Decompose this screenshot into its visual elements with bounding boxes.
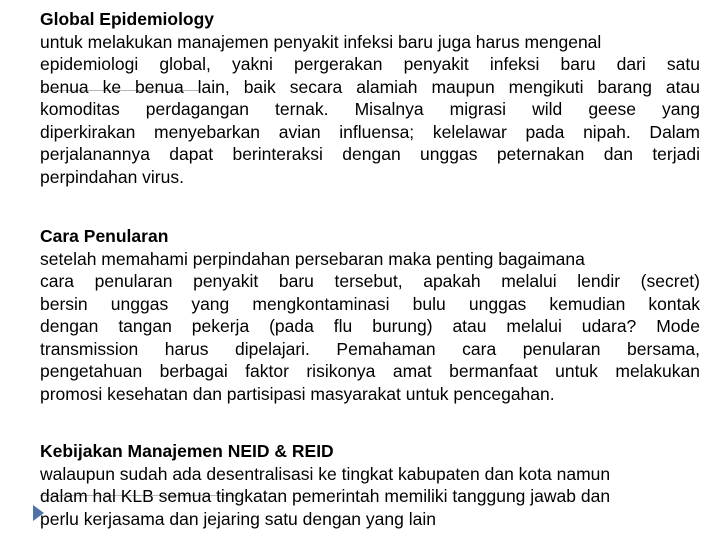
- paragraph-line: cara penularan penyakit baru tersebut, apakah melalui lendir (secret): [40, 271, 700, 291]
- section-heading: Cara Penularan: [40, 226, 169, 246]
- paragraph-line: untuk melakukan manajemen penyakit infeksi baru juga harus mengenal: [40, 31, 602, 52]
- paragraph-line: perlu kerjasama dan jejaring satu dengan yang lain: [40, 508, 436, 529]
- paragraph-line: dalam hal KLB semua tingkatan pemerintah memiliki tanggung jawab dan: [40, 486, 611, 506]
- triangle-right-arrow-icon: [33, 505, 44, 521]
- section-cara-penularan: [40, 225, 700, 405]
- paragraph-line: komoditas perdagangan ternak. Misalnya migrasi wild geese yang: [40, 99, 700, 119]
- paragraph-line: bersin unggas yang mengkontaminasi bulu unggas kemudian kontak: [40, 293, 700, 314]
- paragraph-line: walaupun sudah ada desentralisasi ke tingkat kabupaten dan kota namun: [40, 463, 611, 484]
- paragraph-line: perjalanannya dapat berinteraksi dengan unggas peternakan dan terjadi: [40, 144, 700, 164]
- paragraph-line: diperkirakan menyebarkan avian influensa; kelelawar pada nipah. Dalam: [40, 121, 700, 142]
- paragraph-line: perpindahan virus.: [40, 166, 184, 187]
- section-kebijakan-manajemen: [40, 440, 700, 530]
- paragraph-line: transmission harus dipelajari. Pemahaman cara penularan bersama,: [40, 338, 700, 359]
- paragraph-line: dengan tangan pekerja (pada flu burung) atau melalui udara? Mode: [40, 316, 700, 336]
- paragraph-line: benua ke benua lain, baik secara alamiah maupun mengikuti barang atau: [40, 76, 700, 97]
- paragraph-line: setelah memahami perpindahan persebaran maka penting bagaimana: [40, 248, 585, 269]
- section-heading: Kebijakan Manajemen NEID & REID: [40, 441, 334, 461]
- section-heading: Global Epidemiology: [40, 9, 215, 29]
- paragraph-line: promosi kesehatan dan partisipasi masyarakat untuk pencegahan.: [40, 383, 555, 404]
- paragraph-line: pengetahuan berbagai faktor risikonya amat bermanfaat untuk melakukan: [40, 361, 700, 381]
- section-global-epidemiology: [40, 8, 700, 188]
- paragraph-line: epidemiologi global, yakni pergerakan penyakit infeksi baru dari satu: [40, 54, 700, 74]
